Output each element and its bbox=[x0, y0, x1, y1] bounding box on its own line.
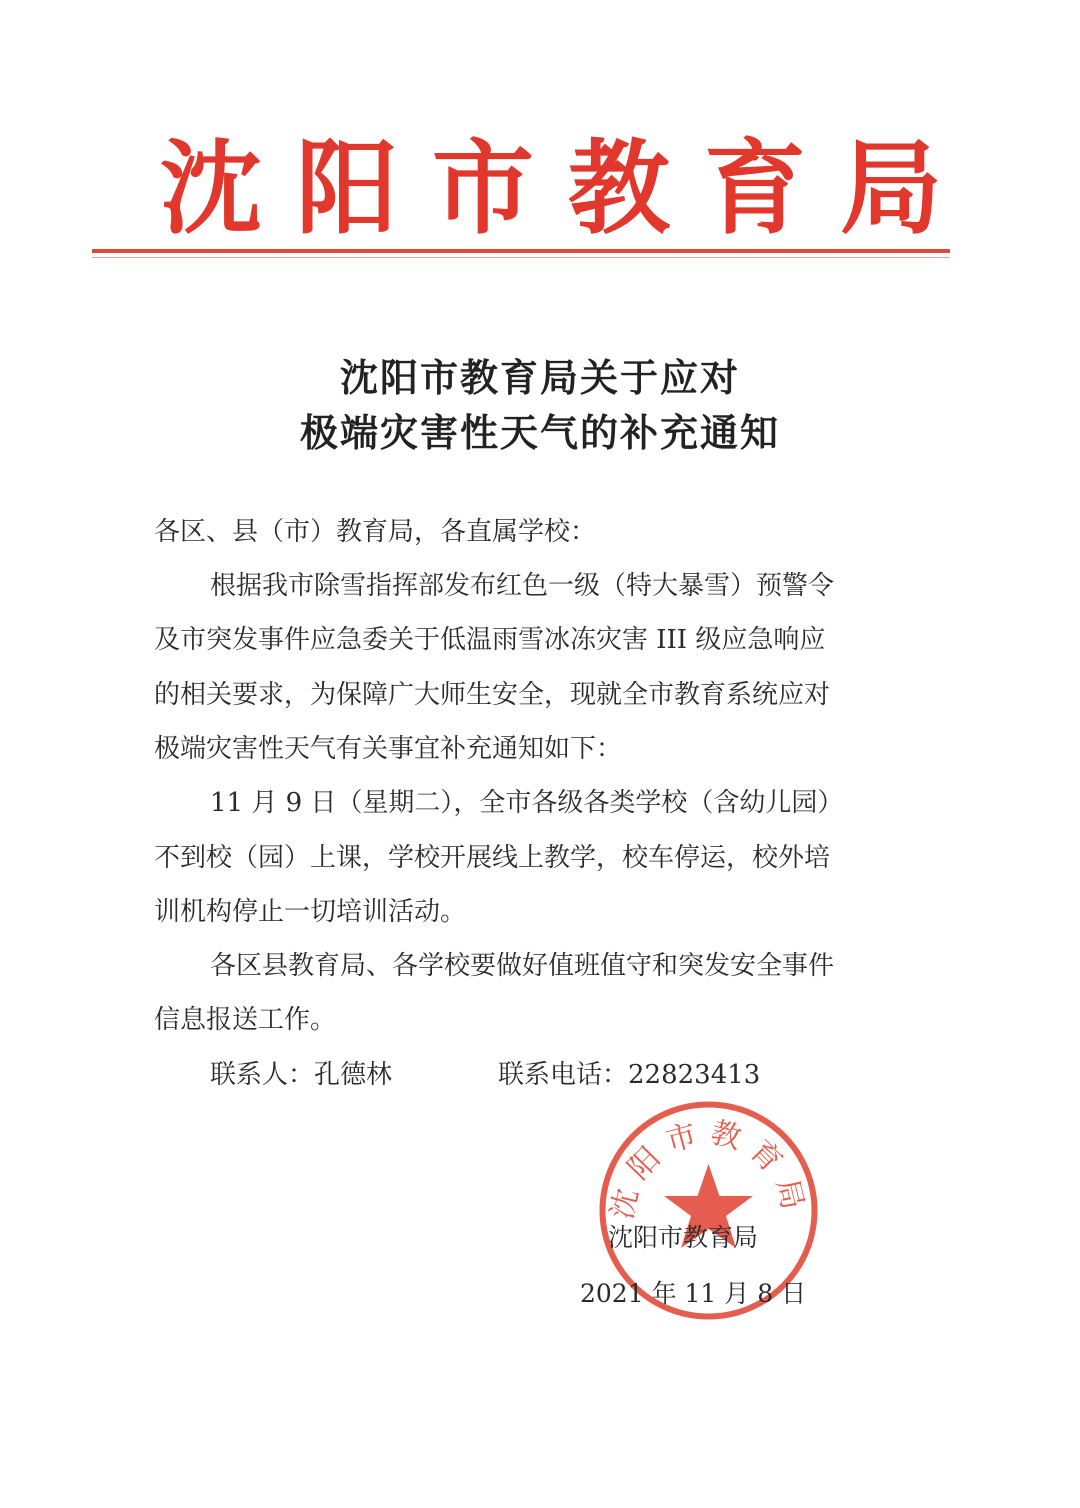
paragraph-1-line: 根据我市除雪指挥部发布红色一级（特大暴雪）预警令 bbox=[210, 571, 835, 601]
contact-person bbox=[210, 1057, 392, 1093]
paragraph-2-line: 不到校（园）上课，学校开展线上教学，校车停运，校外培 bbox=[154, 843, 831, 873]
signature-date: 2021 年 11 月 8 日 bbox=[580, 1279, 807, 1308]
paragraph-3-line: 各区县教育局、各学校要做好值班值守和突发安全事件 bbox=[210, 951, 835, 981]
contact-person-name: 孔德林 bbox=[314, 1060, 393, 1090]
contact-phone bbox=[498, 1057, 760, 1093]
seal-text: 沈阳市教育局 bbox=[604, 1115, 813, 1223]
paragraph-3-line: 信息报送工作。 bbox=[154, 1005, 337, 1035]
letterhead-char: 育 bbox=[704, 130, 806, 249]
paragraph-1-line: 极端灾害性天气有关事宜补充通知如下： bbox=[154, 734, 623, 764]
letterhead-char: 局 bbox=[840, 130, 942, 249]
contact-person-label: 联系人： bbox=[210, 1060, 315, 1090]
contact-phone-number: 22823413 bbox=[628, 1060, 761, 1090]
letterhead-rule-thin bbox=[92, 257, 950, 258]
letterhead bbox=[0, 130, 1080, 250]
paragraph-2-line: 训机构停止一切培训活动。 bbox=[154, 897, 467, 927]
contact-phone-label: 联系电话： bbox=[498, 1060, 629, 1090]
letterhead-char: 市 bbox=[432, 130, 534, 249]
document-title-line1: 沈阳市教育局关于应对 bbox=[339, 355, 740, 400]
paragraph-1-line: 及市突发事件应急委关于低温雨雪冰冻灾害 III 级应急响应 bbox=[154, 625, 826, 655]
letterhead-char: 教 bbox=[568, 130, 670, 249]
signature-org: 沈阳市教育局 bbox=[608, 1223, 759, 1252]
paragraph-2-line: 11 月 9 日（星期二），全市各级各类学校（含幼儿园） bbox=[210, 788, 844, 818]
document-title-line2: 极端灾害性天气的补充通知 bbox=[299, 410, 780, 455]
paragraph-1-line: 的相关要求，为保障广大师生安全，现就全市教育系统应对 bbox=[154, 680, 831, 710]
letterhead-char: 沈 bbox=[160, 130, 262, 249]
letterhead-char: 阳 bbox=[296, 130, 398, 249]
addressee: 各区、县（市）教育局，各直属学校： bbox=[154, 517, 597, 547]
letterhead-rule bbox=[92, 249, 950, 253]
